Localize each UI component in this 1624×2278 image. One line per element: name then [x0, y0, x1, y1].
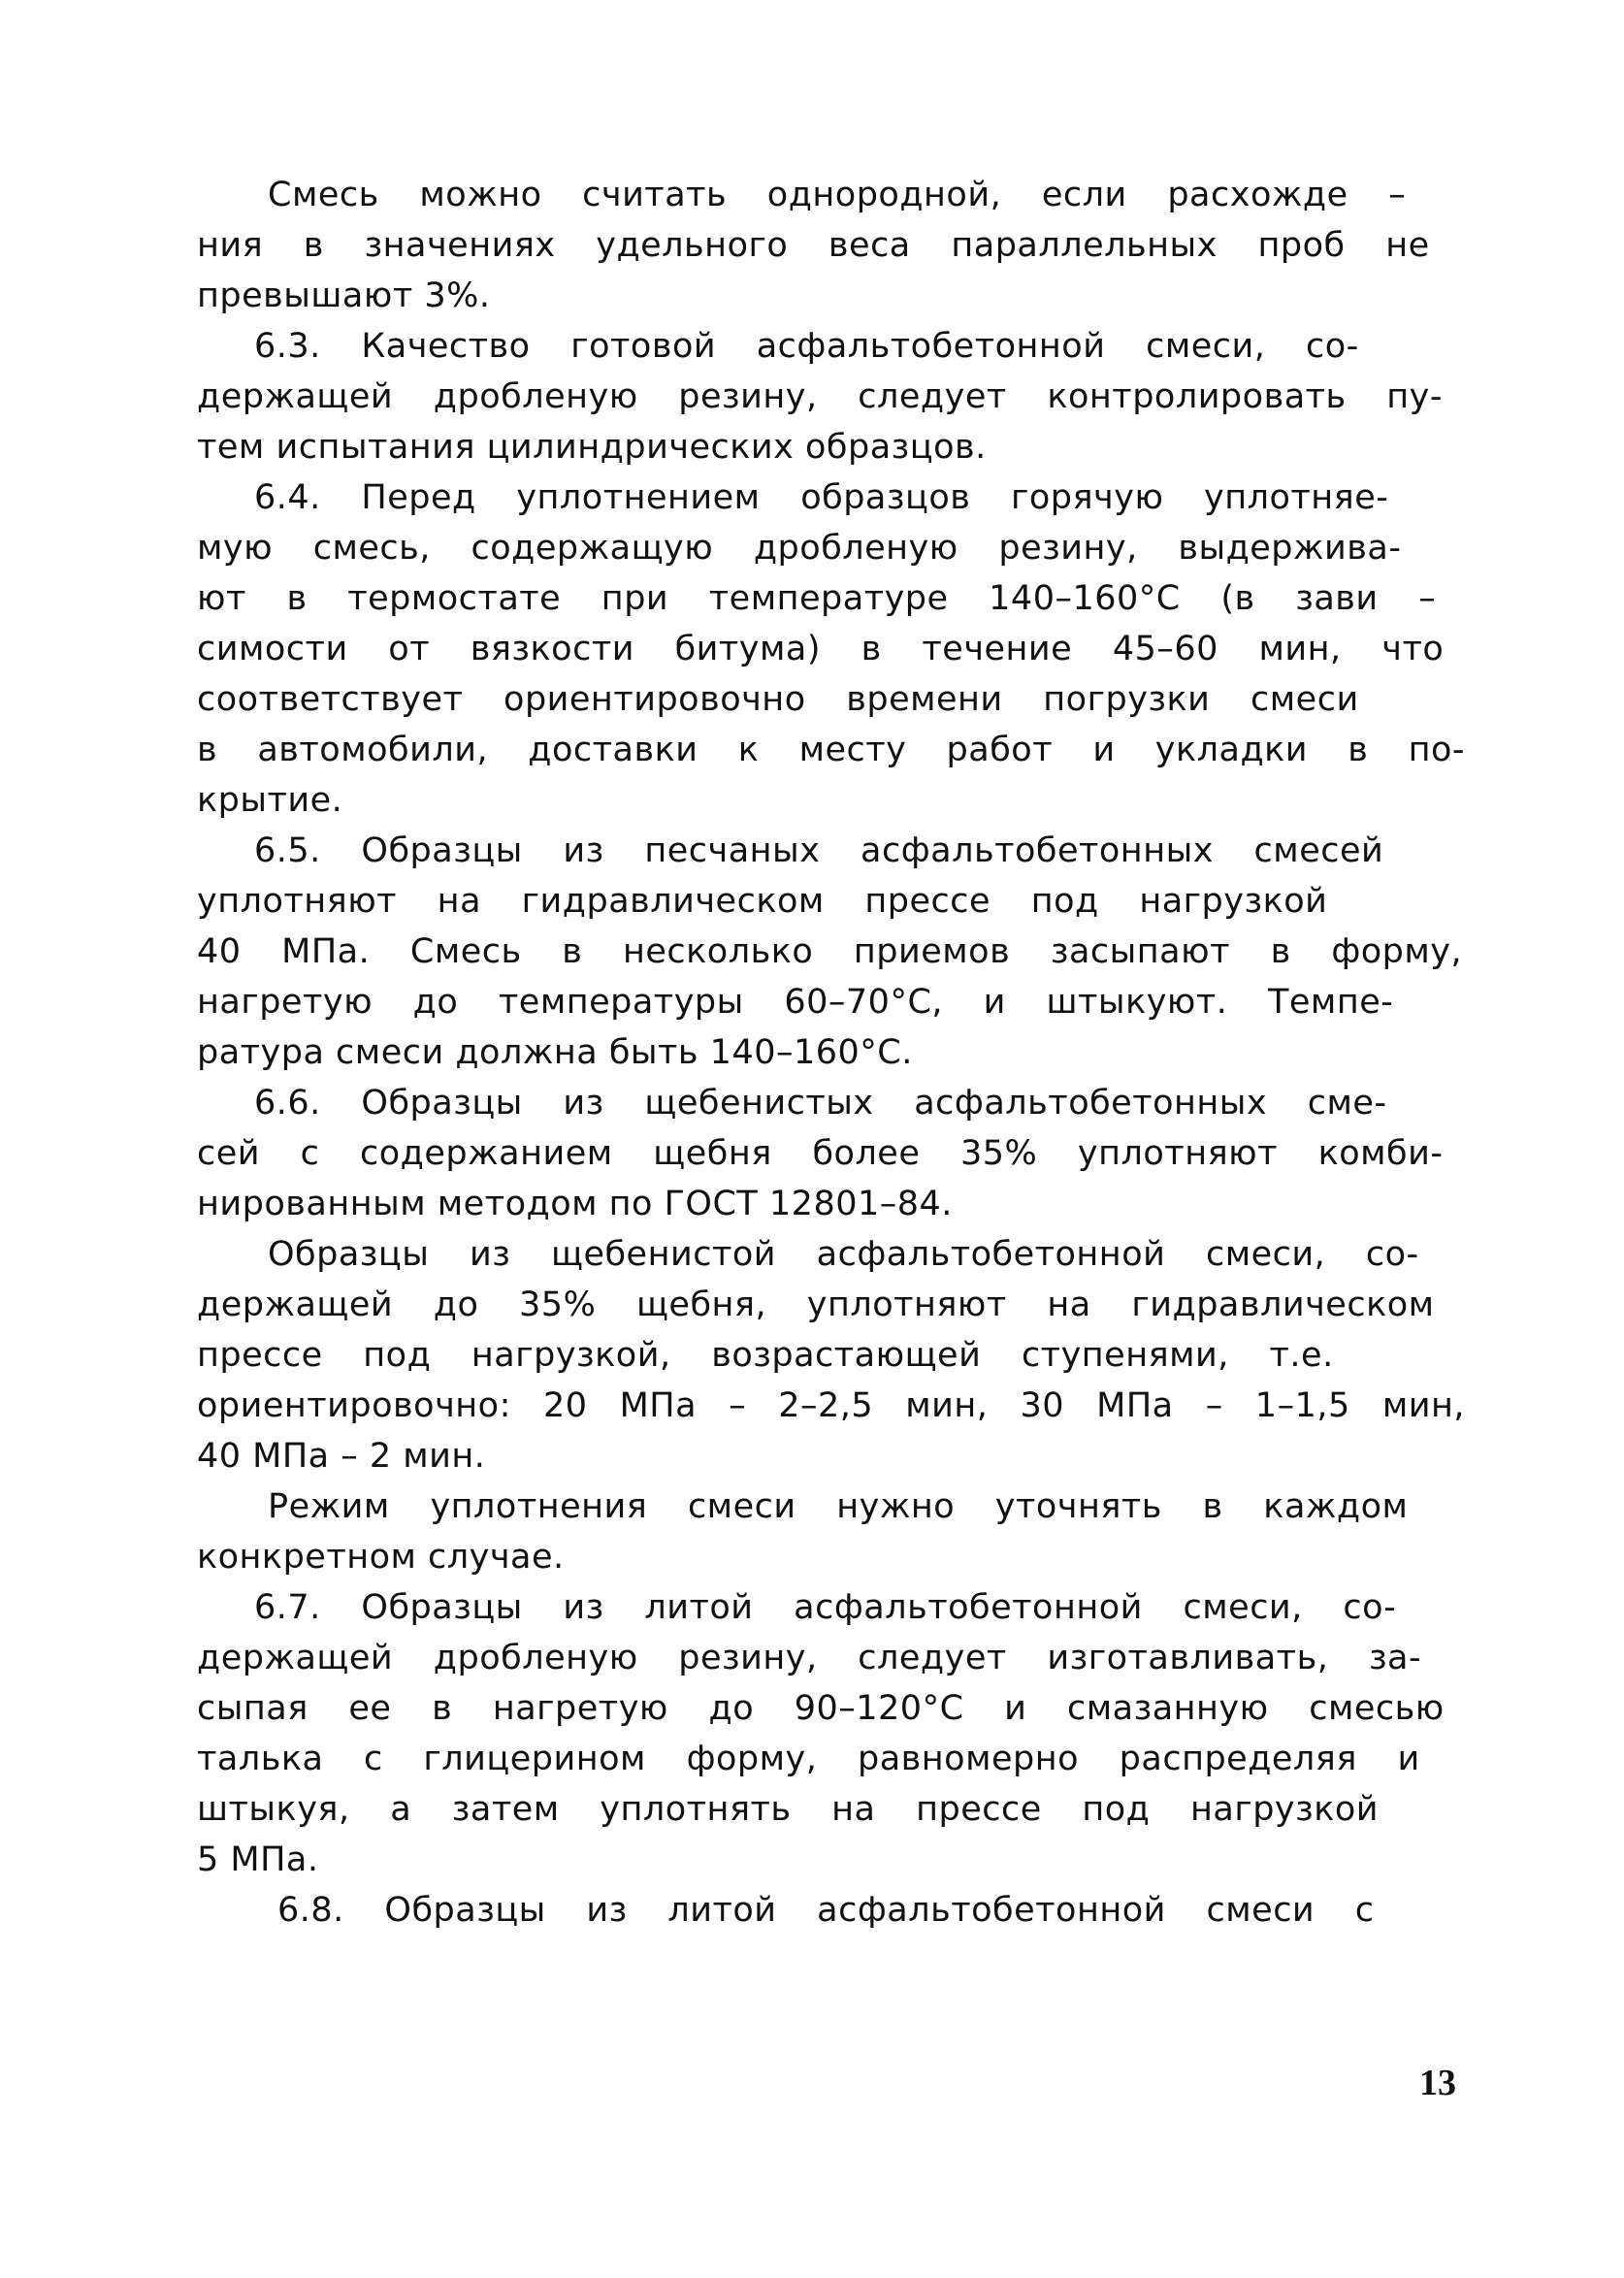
text-line: тем испытания цилиндрических образцов.	[197, 428, 987, 467]
text-line: Образцы из щебенистой асфальтобетонной смеси, со-	[268, 1235, 1419, 1274]
text-line: прессе под нагрузкой, возрастающей ступенями, т.е.	[197, 1336, 1334, 1375]
text-line: 6.5. Образцы из песчаных асфальтобетонных смесей	[254, 831, 1384, 870]
text-line: уплотняют на гидравлическом прессе под нагрузкой	[197, 882, 1328, 921]
text-line: 40 МПа. Смесь в несколько приемов засыпают в форму,	[197, 932, 1463, 971]
text-line: ния в значениях удельного веса параллельных проб не	[197, 226, 1430, 265]
text-line: талька с глицерином форму, равномерно распределяя и	[197, 1740, 1420, 1778]
text-line: держащей дробленую резину, следует изготавливать, за-	[197, 1639, 1422, 1677]
text-line: Режим уплотнения смеси нужно уточнять в каждом	[268, 1487, 1409, 1526]
text-line: ют в термостате при температуре 140–160°С (в зави –	[197, 579, 1437, 618]
text-line: держащей дробленую резину, следует контролировать пу-	[197, 377, 1444, 416]
text-line: нированным методом по ГОСТ 12801–84.	[197, 1185, 953, 1223]
text-line: крытие.	[197, 781, 343, 820]
text-line: в автомобили, доставки к месту работ и укладки в по-	[197, 731, 1465, 769]
text-line: соответствует ориентировочно времени погрузки смеси	[197, 680, 1359, 719]
text-line: 6.4. Перед уплотнением образцов горячую уплотняе-	[254, 478, 1389, 517]
text-line: мую смесь, содержащую дробленую резину, выдержива-	[197, 529, 1402, 568]
text-line: 40 МПа – 2 мин.	[197, 1437, 486, 1476]
page-number: 13	[1419, 2063, 1456, 2103]
text-line: сыпая ее в нагретую до 90–120°С и смазанную смесью	[197, 1689, 1445, 1728]
text-line: превышают 3%.	[197, 277, 491, 315]
text-line: сей с содержанием щебня более 35% уплотняют комби-	[197, 1134, 1444, 1173]
text-line: 6.6. Образцы из щебенистых асфальтобетонных сме-	[254, 1084, 1387, 1123]
text-line: 6.7. Образцы из литой асфальтобетонной смеси, со-	[254, 1588, 1397, 1627]
text-line: 6.3. Качество готовой асфальтобетонной смеси, со-	[254, 327, 1359, 366]
text-line: держащей до 35% щебня, уплотняют на гидравлическом	[197, 1285, 1435, 1324]
text-line: 5 МПа.	[197, 1840, 319, 1879]
text-line: симости от вязкости битума) в течение 45–60 мин, что	[197, 630, 1445, 668]
text-line: 6.8. Образцы из литой асфальтобетонной смеси с	[277, 1891, 1375, 1930]
text-line: ориентировочно: 20 МПа – 2–2,5 мин, 30 МПа – 1–1,5 мин,	[197, 1386, 1465, 1425]
text-line: нагретую до температуры 60–70°С, и штыкуют. Темпе-	[197, 983, 1394, 1022]
text-line: штыкуя, а затем уплотнять на прессе под нагрузкой	[197, 1790, 1380, 1829]
text-line: ратура смеси должна быть 140–160°С.	[197, 1033, 913, 1072]
text-line: Смесь можно считать однородной, если расхожде –	[268, 176, 1407, 214]
text-line: конкретном случае.	[197, 1538, 565, 1577]
